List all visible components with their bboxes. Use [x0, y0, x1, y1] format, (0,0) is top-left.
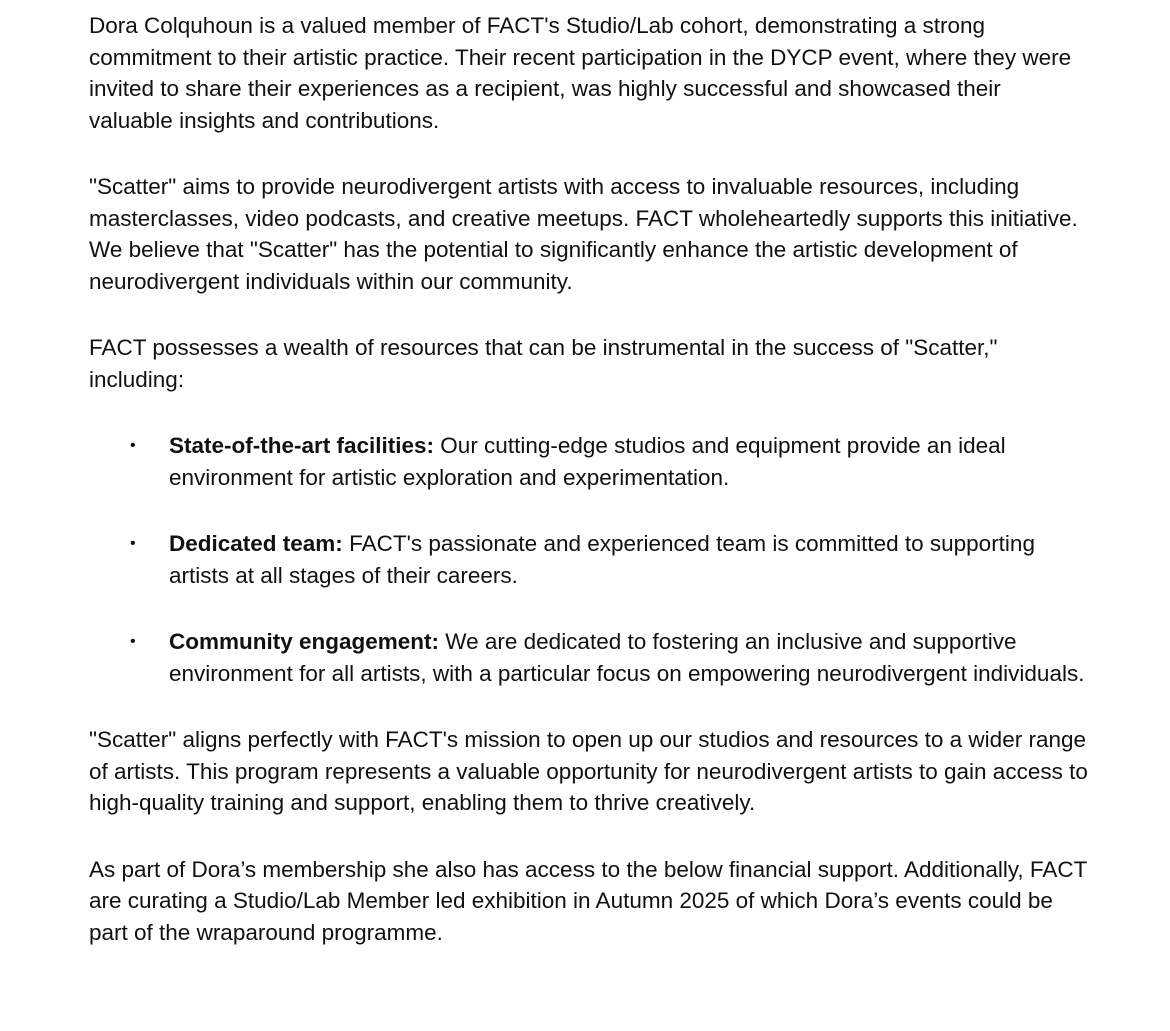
bullet-dot-icon: •: [130, 633, 136, 650]
bullet-team: [89, 528, 1089, 591]
bullet-dot-icon: •: [130, 535, 136, 552]
paragraph-intro: Dora Colquhoun is a valued member of FACT's Studio/Lab cohort, demonstrating a strong commitment to their artistic practice. Their recent participation in the DYCP event, where they were invited to share their experiences as a recipient, was highly successful and showcased their valuable insights and contributions.: [89, 13, 1072, 133]
bullet-text: FACT's passionate and experienced team is committed to supporting artists at all stages of their careers.: [169, 531, 1035, 588]
paragraph-membership-support: As part of Dora’s membership she also has access to the below financial support. Additionally, FACT are curating a Studio/Lab Member led exhibition in Autumn 2025 of which Dora’s events could be part of the wraparound programme.: [89, 856, 1088, 945]
bullet-dot-icon: •: [130, 437, 136, 454]
bullet-title: Dedicated team:: [169, 531, 343, 556]
resources-list-block: [89, 395, 1089, 689]
paragraph-mission-alignment: "Scatter" aligns perfectly with FACT's mission to open up our studios and resources to a wider range of artists. This program represents a valuable opportunity for neurodivergent artists to gain access to high-quality training and support, enabling them to thrive creatively.: [89, 727, 1088, 815]
document-page: [89, 10, 1089, 983]
resources-bullet-list: [89, 430, 1089, 689]
bullet-facilities: [89, 430, 1089, 493]
bullet-text: Our cutting-edge studios and equipment provide an ideal environment for artistic exploration and experimentation.: [169, 433, 1006, 490]
paragraph-scatter-aims: "Scatter" aims to provide neurodivergent artists with access to invaluable resources, including masterclasses, video podcasts, and creative meetups. FACT wholeheartedly supports this initiative. We believe that "Scatter" has the potential to significantly enhance the artistic development of neurodivergent individuals within our community.: [89, 174, 1078, 294]
bullet-text: We are dedicated to fostering an inclusive and supportive environment for all artists, with a particular focus on empowering neurodivergent individuals.: [169, 629, 1085, 686]
bullet-title: Community engagement:: [169, 629, 440, 654]
bullet-title: State-of-the-art facilities:: [169, 433, 435, 458]
paragraph-fact-resources: FACT possesses a wealth of resources that can be instrumental in the success of "Scatter," including:: [89, 335, 998, 392]
bullet-community: [89, 626, 1089, 689]
